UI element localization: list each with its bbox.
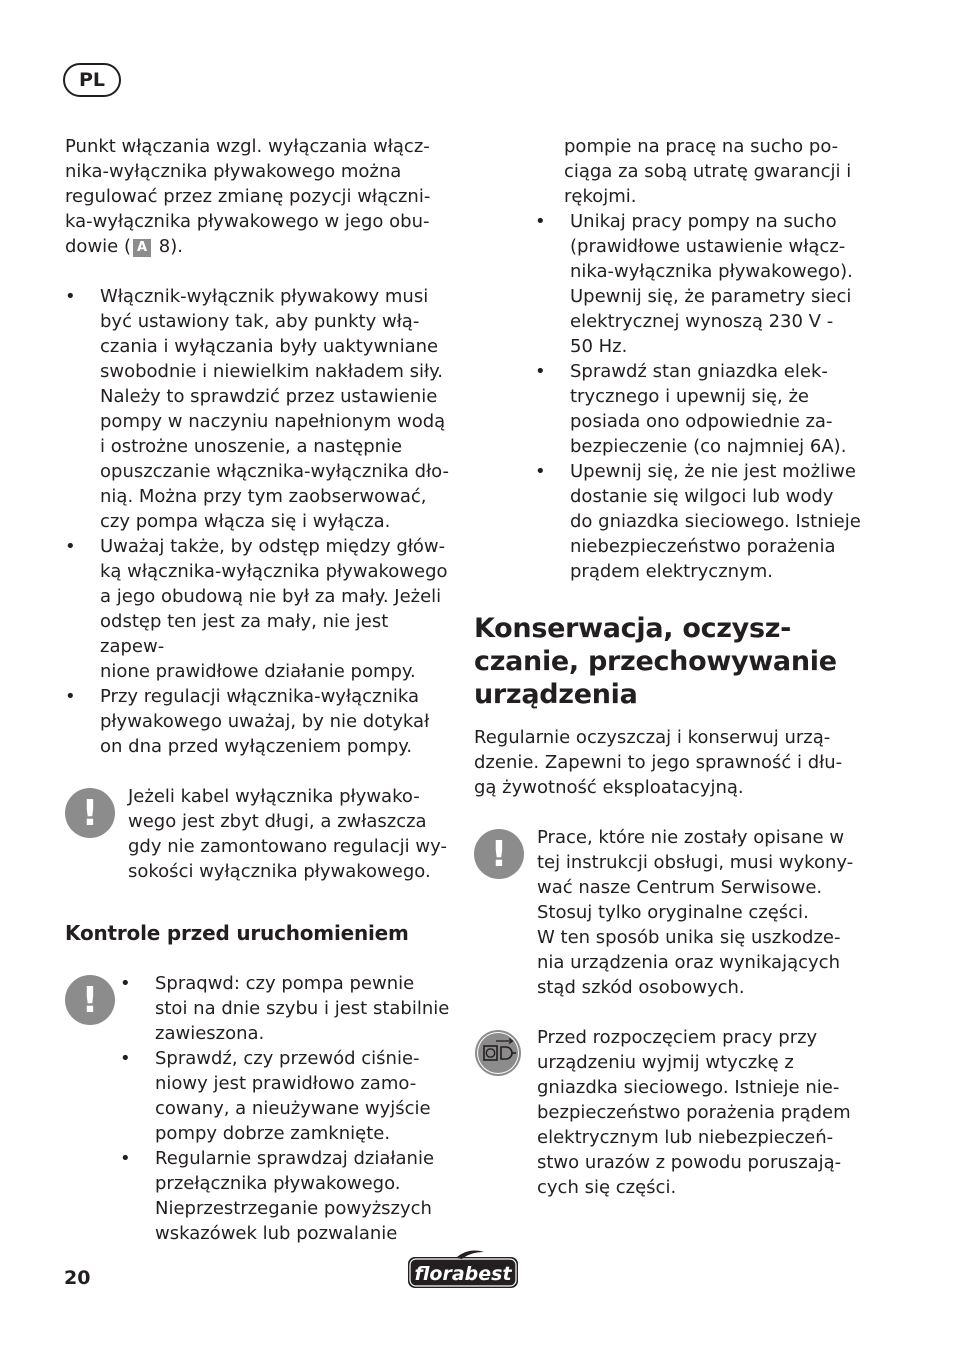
- list-item: • Spraqwd: czy pompa pewnie stoi na dnie szybu i jest stabilnie zawieszona.: [120, 971, 455, 1046]
- unplug-note: Przed rozpoczęciem pracy przy urządzeniu wyjmij wtyczkę z gniazdka sieciowego. Istnieje nie- bezpieczeństwo porażenia prądem elektrycznym lub niebezpieczeń- stwo urazów z powodu poruszają- cych się części.: [474, 1025, 864, 1200]
- list-item: • Regularnie sprawdzaj działanie przełącznika pływakowego. Nieprzestrzeganie powyższych wskazówek lub pozwalanie: [120, 1146, 455, 1246]
- list-item: • Uważaj także, by odstęp między głów- ką włącznika-wyłącznika pływakowego a jego obudową nie był za mały. Jeżeli odstęp ten jest za mały, nie jest zapew- nione prawidłowe działanie pompy.: [65, 534, 455, 684]
- list-item: • Sprawdź stan gniazdka elek- trycznego i upewnij się, że posiada ono odpowiednie za- bezpieczenie (co najmniej 6A).: [535, 359, 864, 459]
- right-column: [474, 134, 864, 1200]
- left-column: [65, 134, 455, 1246]
- figure-ref-tag: A: [133, 239, 151, 257]
- maintenance-intro: Regularnie oczyszczaj i konserwuj urzą- dzenie. Zapewni to jego sprawność i dłu- gą żywotność eksploatacyjną.: [474, 727, 843, 798]
- cable-warning-note: ! Jeżeli kabel wyłącznika pływako- wego jest zbyt długi, a zwłaszcza gdy nie zamontowano regulacji wy- sokości wyłącznika pływakowego.: [65, 784, 455, 884]
- page-number: 20: [64, 1267, 91, 1289]
- list-item: • Przy regulacji włącznika-wyłącznika pływakowego uważaj, by nie dotykał on dna przed wyłączeniem pompy.: [65, 684, 455, 759]
- exclamation-icon: !: [65, 788, 115, 838]
- list-item: • Upewnij się, że nie jest możliwe dostanie się wilgoci lub wody do gniazdka sieciowego. Istnieje niebezpieczeństwo porażenia prądem elektrycznym.: [535, 459, 864, 584]
- startup-checks-note: [65, 971, 455, 1246]
- safety-bullets: [535, 209, 864, 584]
- list-item: • Sprawdź, czy przewód ciśnie- niowy jest prawidłowo zamo- cowany, a nieużywane wyjście pompy dobrze zamknięte.: [120, 1046, 455, 1146]
- exclamation-icon: !: [65, 975, 115, 1025]
- intro-paragraph: Punkt włączania wzgl. wyłączania włącz- nika-wyłącznika pływakowego można regulować przez zmianę pozycji włączni- ka-wyłącznika pływakowego w jego obu- dowie ( A 8).: [65, 136, 431, 257]
- language-badge: PL: [63, 63, 121, 97]
- list-item: • Unikaj pracy pompy na sucho (prawidłowe ustawienie włącz- nika-wyłącznika pływakowego). Upewnij się, że parametry sieci elektrycznej wynoszą 230 V - 50 Hz.: [535, 209, 864, 359]
- list-item: • Włącznik-wyłącznik pływakowy musi być ustawiony tak, aby punkty włą- czania i wyłączania były uaktywniane swobodnie i niewielkim nakładem siły. Należy to sprawdzić przez ustawienie pompy w naczyniu napełnionym wodą i ostrożne unoszenie, a następnie opuszczanie włącznika-wyłącznika dło- nią. Można przy tym zaobserwować, czy pompa włącza się i wyłącza.: [65, 284, 455, 534]
- florabest-logo: [406, 1250, 520, 1290]
- svg-text:florabest: florabest: [414, 1263, 512, 1285]
- unplug-icon: [474, 1029, 522, 1077]
- adjustment-bullets: [65, 284, 455, 759]
- checks-list: [120, 971, 455, 1246]
- continued-text: pompie na pracę na sucho po- ciąga za sobą utratę gwarancji i rękojmi.: [564, 136, 852, 207]
- service-warning-note: ! Prace, które nie zostały opisane w tej instrukcji obsługi, musi wykony- wać nasze Centrum Serwisowe. Stosuj tylko oryginalne części. W ten sposób unika się uszkodze- nia urządzenia oraz wynikających stąd szkód osobowych.: [474, 825, 864, 1000]
- section-heading: Kontrole przed uruchomieniem: [65, 921, 409, 945]
- exclamation-icon: !: [474, 829, 524, 879]
- section-title: Konserwacja, oczysz- czanie, przechowywanie urządzenia: [474, 613, 837, 710]
